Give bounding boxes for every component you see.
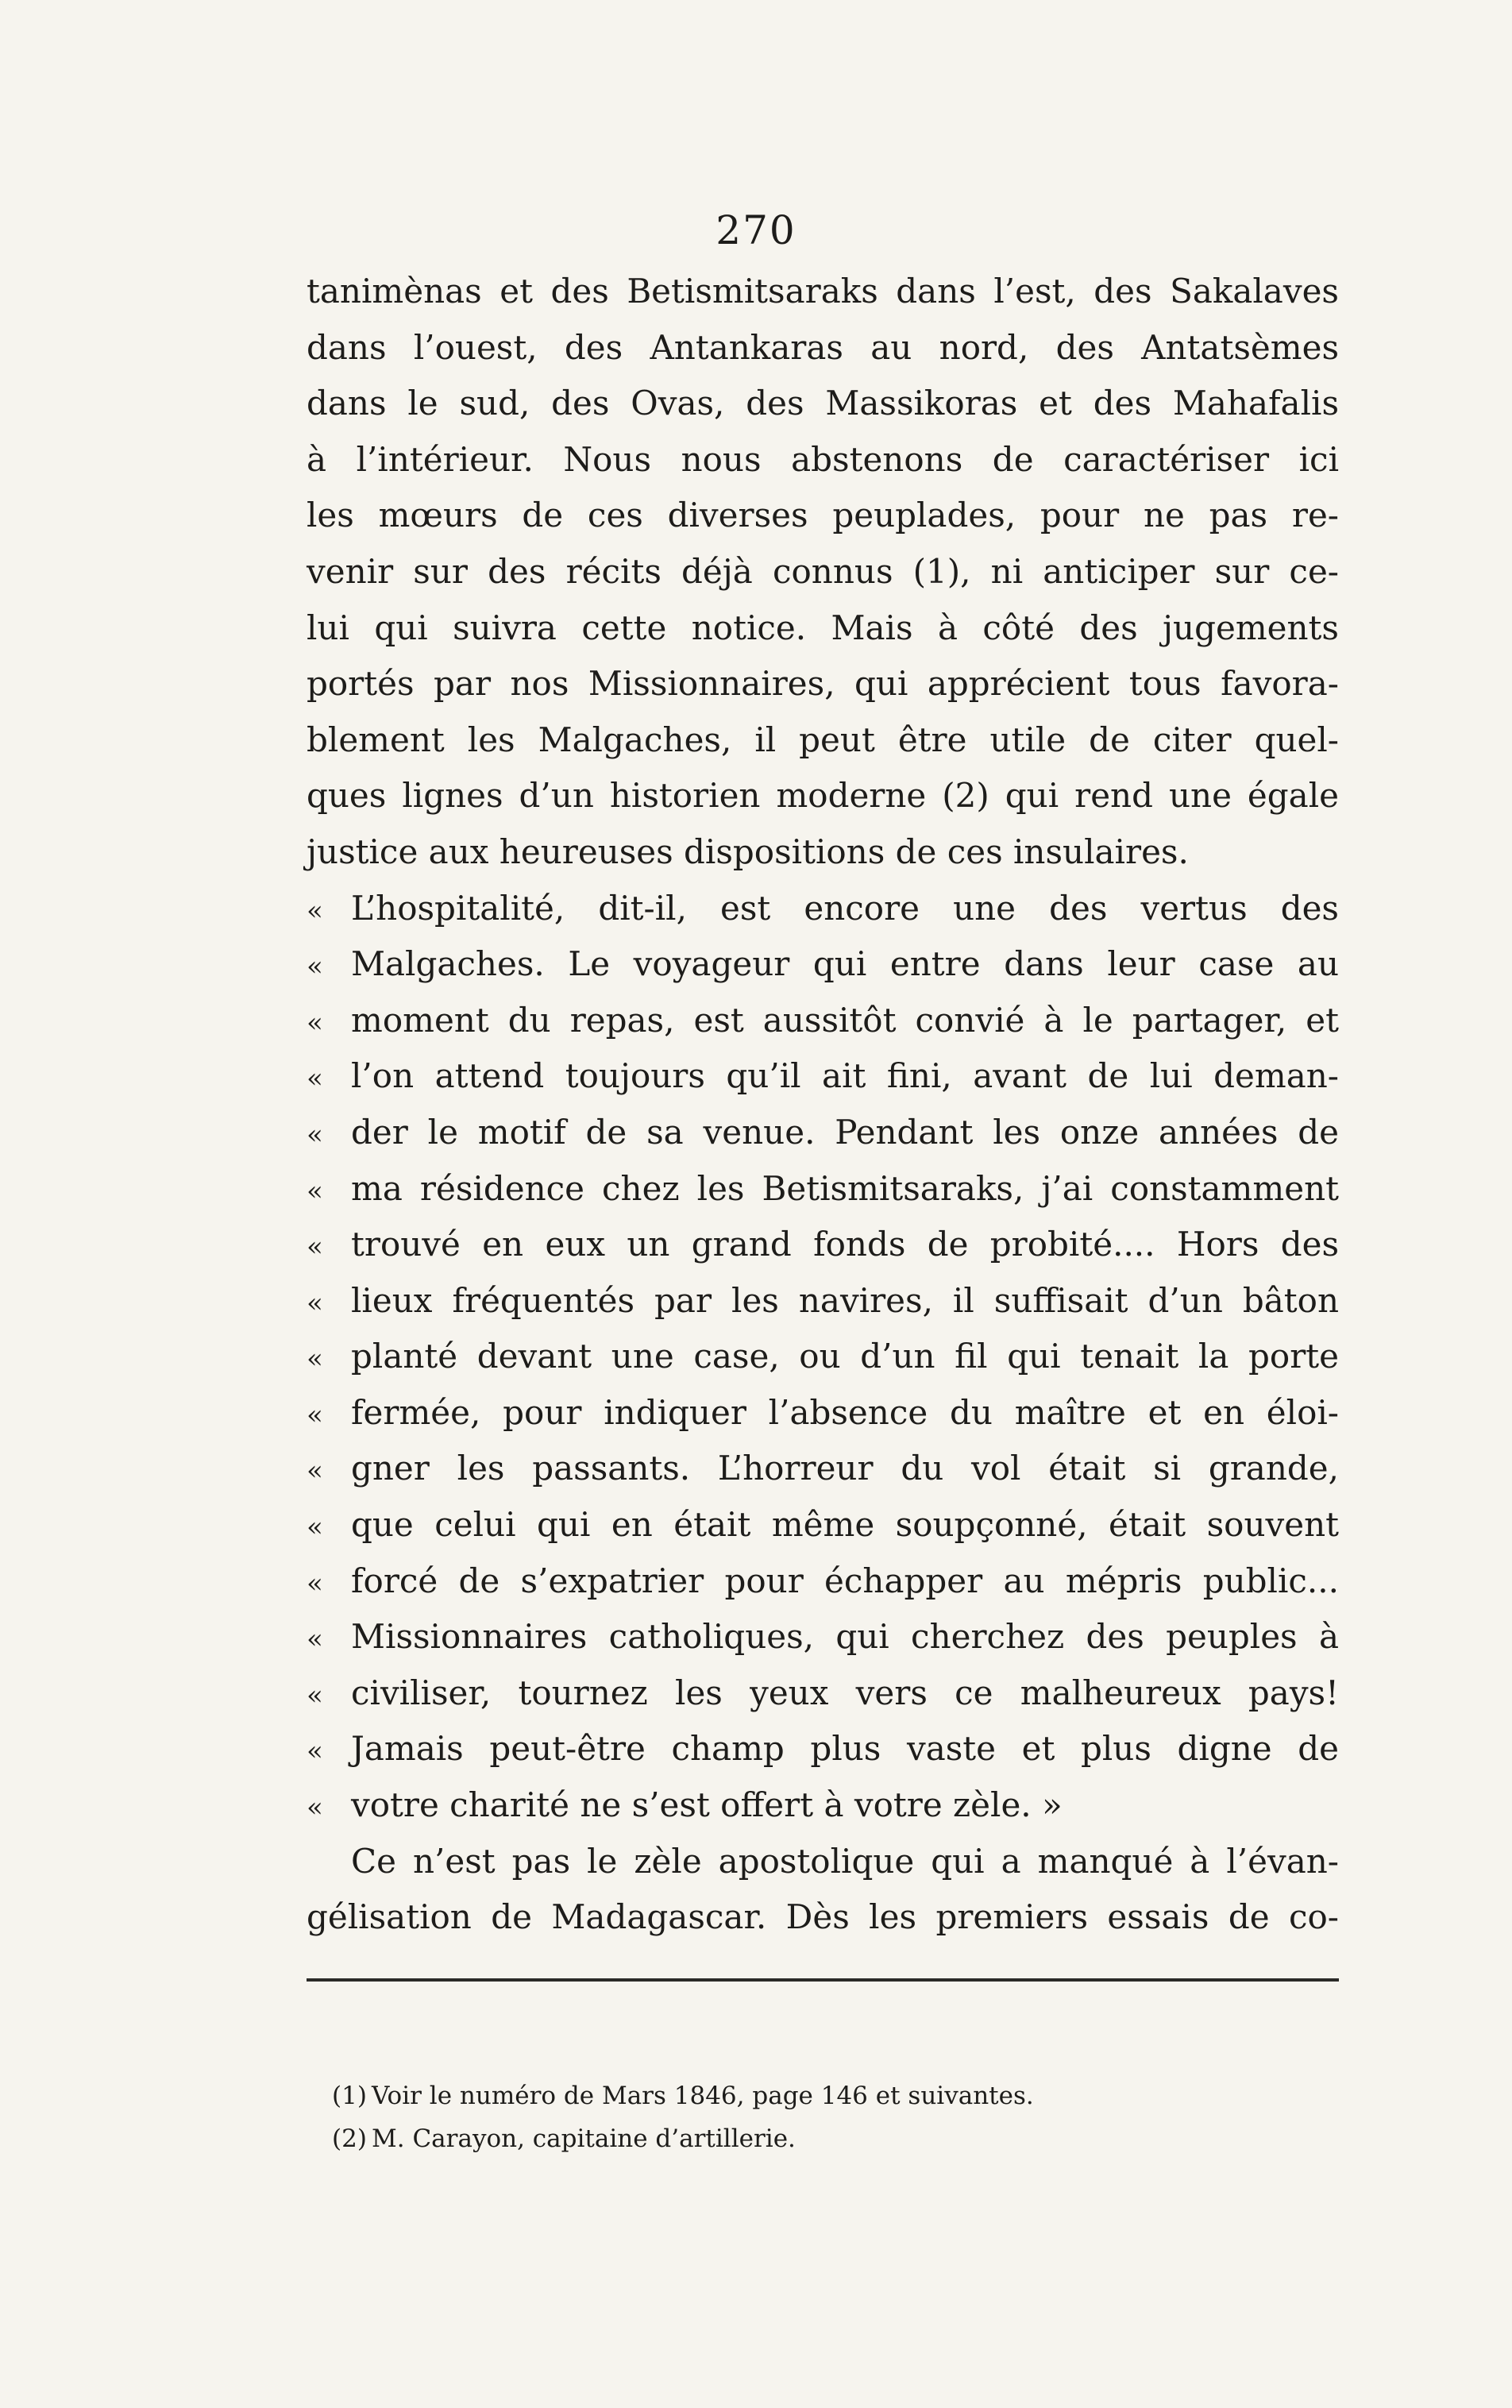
- quote-text: forcé de s’expatrier pour échapper au mépris public...: [351, 1561, 1339, 1600]
- quote-text: Missionnaires catholiques, qui cherchez des peuples à: [351, 1617, 1339, 1657]
- quote-line: [307, 1553, 1339, 1610]
- quote-text: planté devant une case, ou d’un fil qui tenait la porte: [351, 1337, 1339, 1376]
- quote-text: moment du repas, est aussitôt convié à le partager, et: [351, 1000, 1339, 1040]
- body-line: justice aux heureuses dispositions de ces insulaires.: [307, 832, 1189, 871]
- quote-mark: «: [307, 951, 323, 983]
- quote-mark: «: [307, 894, 323, 927]
- quote-mark: «: [307, 1679, 323, 1711]
- body-line: dans l’ouest, des Antankaras au nord, des Antatsèmes: [307, 327, 1339, 367]
- quote-mark: «: [307, 1623, 323, 1656]
- footnote-text: Voir le numéro de Mars 1846, page 146 et suivantes.: [372, 2082, 1034, 2110]
- footnote-mark: (2): [332, 2124, 367, 2153]
- quote-mark: «: [307, 1399, 323, 1431]
- body-line: ques lignes d’un historien moderne (2) qui rend une égale: [307, 776, 1339, 816]
- quote-line: [307, 881, 1339, 937]
- quote-line: [307, 1385, 1339, 1441]
- body-line: blement les Malgaches, il peut être utile de citer quel-: [307, 720, 1339, 759]
- quote-mark: «: [307, 1175, 323, 1207]
- footnote: [332, 2074, 1333, 2117]
- body-line: Ce n’est pas le zèle apostolique qui a manqué à l’évan-: [351, 1841, 1339, 1881]
- quote-mark: «: [307, 1118, 323, 1151]
- body-line: dans le sud, des Ovas, des Massikoras et des Mahafalis: [307, 384, 1339, 423]
- quote-text: votre charité ne s’est offert à votre zèle. »: [351, 1785, 1063, 1825]
- quote-line: [307, 1609, 1339, 1665]
- quote-line: [307, 1161, 1339, 1218]
- footnotes: [332, 2074, 1333, 2160]
- quote-mark: «: [307, 1735, 323, 1768]
- body-line: portés par nos Missionnaires, qui apprécient tous favora-: [307, 664, 1339, 704]
- quote-line: [307, 1665, 1339, 1722]
- footnote-rule: [307, 1978, 1339, 1982]
- footnote: [332, 2117, 1333, 2160]
- quote-text: Jamais peut-être champ plus vaste et plus digne de: [351, 1729, 1339, 1769]
- quote-line: [307, 993, 1339, 1049]
- body-line: à l’intérieur. Nous nous abstenons de caractériser ici: [307, 439, 1339, 479]
- quote-mark: «: [307, 1343, 323, 1376]
- body-line: lui qui suivra cette notice. Mais à côté des jugements: [307, 608, 1339, 647]
- quote-line: [307, 1329, 1339, 1385]
- quote-text: l’on attend toujours qu’il ait fini, avant de lui deman-: [351, 1056, 1339, 1096]
- quote-mark: «: [307, 1231, 323, 1264]
- quote-text: L’hospitalité, dit-il, est encore une des vertus des: [351, 888, 1339, 928]
- quote-mark: «: [307, 1511, 323, 1544]
- quote-line: [307, 1273, 1339, 1329]
- body-line: les mœurs de ces diverses peuplades, pour ne pas re-: [307, 496, 1339, 535]
- quote-text: civiliser, tournez les yeux vers ce malheureux pays!: [351, 1673, 1339, 1712]
- quote-line: [307, 1105, 1339, 1161]
- page-number: 270: [716, 207, 796, 253]
- quote-line: [307, 1721, 1339, 1777]
- quote-text: ma résidence chez les Betismitsaraks, j’ai constamment: [351, 1168, 1339, 1208]
- body-line: gélisation de Madagascar. Dès les premiers essais de co-: [307, 1897, 1339, 1937]
- quote-text: lieux fréquentés par les navires, il suffisait d’un bâton: [351, 1280, 1339, 1320]
- body-text: [307, 264, 1339, 1946]
- quote-text: Malgaches. Le voyageur qui entre dans leur case au: [351, 944, 1339, 984]
- quote-line: [307, 936, 1339, 993]
- quote-mark: «: [307, 1006, 323, 1039]
- quote-text: que celui qui en était même soupçonné, était souvent: [351, 1505, 1339, 1545]
- body-line: tanimènas et des Betismitsaraks dans l’est, des Sakalaves: [307, 272, 1339, 311]
- quote-mark: «: [307, 1792, 323, 1824]
- quote-text: trouvé en eux un grand fonds de probité.... Hors des: [351, 1225, 1339, 1264]
- quote-text: der le motif de sa venue. Pendant les onze années de: [351, 1112, 1339, 1152]
- quote-line: [307, 1048, 1339, 1105]
- body-line: venir sur des récits déjà connus (1), ni anticiper sur ce-: [307, 551, 1339, 591]
- quote-mark: «: [307, 1063, 323, 1095]
- quote-line: [307, 1497, 1339, 1553]
- quote-text: gner les passants. L’horreur du vol était si grande,: [351, 1449, 1339, 1488]
- quote-mark: «: [307, 1287, 323, 1319]
- quote-line: [307, 1217, 1339, 1273]
- quote-text: fermée, pour indiquer l’absence du maître et en éloi-: [351, 1392, 1339, 1432]
- quote-mark: «: [307, 1567, 323, 1600]
- quote-line: [307, 1441, 1339, 1497]
- footnote-text: M. Carayon, capitaine d’artillerie.: [372, 2124, 796, 2153]
- quote-mark: «: [307, 1455, 323, 1488]
- quote-line: [307, 1777, 1339, 1834]
- footnote-mark: (1): [332, 2082, 367, 2110]
